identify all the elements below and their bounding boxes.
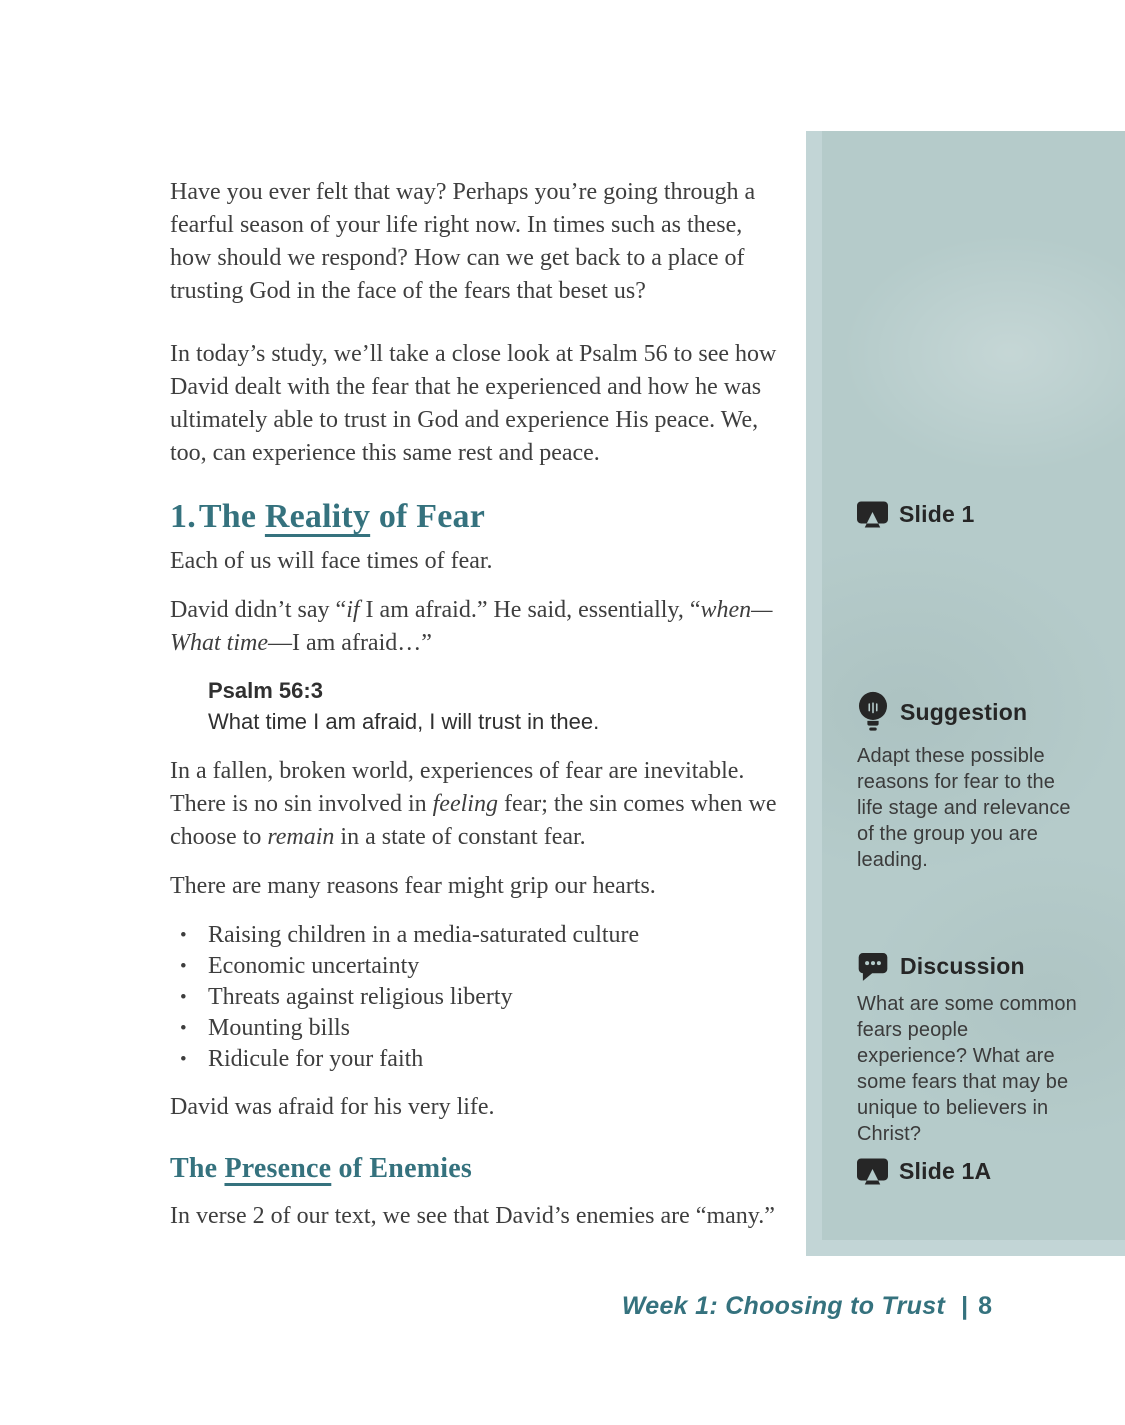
paragraph-david-afraid: David was afraid for his very life. bbox=[170, 1094, 495, 1120]
section-title-underlined: Reality bbox=[264, 498, 371, 535]
bullet-list bbox=[170, 920, 786, 1075]
section-number: 1. bbox=[170, 498, 196, 535]
bullet-item: • Threats against religious liberty bbox=[170, 982, 786, 1013]
subheading-post: of Enemies bbox=[331, 1153, 472, 1184]
slide-callout-header bbox=[857, 501, 1079, 528]
discussion-label: Discussion bbox=[900, 953, 1025, 979]
section-heading-reality-of-fear bbox=[170, 497, 786, 537]
paragraph-fallen-world: In a fallen, broken world, experiences of fear are inevitable. There is no sin involved in feeling fear; the sin comes when we choose to remain in a state of constant fear. bbox=[170, 758, 777, 850]
section-title-post: of Fear bbox=[370, 498, 486, 535]
scripture-reference: Psalm 56:3 bbox=[208, 678, 323, 703]
page-number: 8 bbox=[978, 1292, 992, 1320]
slide-label: Slide 1A bbox=[899, 1158, 992, 1184]
suggestion-text: Adapt these possible reasons for fear to the life stage and relevance of the group you are leading. bbox=[857, 745, 1071, 871]
suggestion-callout bbox=[857, 691, 1079, 873]
page-footer bbox=[622, 1292, 992, 1321]
slide-label: Slide 1 bbox=[899, 501, 975, 527]
lightbulb-icon bbox=[857, 691, 889, 734]
section-title-pre: The bbox=[198, 498, 265, 535]
discussion-header bbox=[857, 951, 1079, 982]
bullet-item: • Ridicule for your faith bbox=[170, 1044, 786, 1075]
paragraph-david-quote: David didn’t say “if I am afraid.” He said, essentially, “when—What time—I am afraid…” bbox=[170, 597, 773, 656]
paragraph-each-of-us: Each of us will face times of fear. bbox=[170, 548, 493, 574]
bullet-item: • Economic uncertainty bbox=[170, 951, 786, 982]
scripture-block bbox=[208, 676, 786, 738]
speech-bubble-icon bbox=[857, 951, 889, 982]
bullet-item: • Mounting bills bbox=[170, 1013, 786, 1044]
subheading-pre: The bbox=[170, 1153, 225, 1184]
leader-notes-sidebar bbox=[806, 131, 1125, 1256]
footer-divider: | bbox=[961, 1292, 969, 1320]
footer-week-title: Week 1: Choosing to Trust bbox=[621, 1292, 946, 1320]
slide-callout-1 bbox=[857, 501, 1079, 528]
bullet-item: • Raising children in a media-saturated culture bbox=[170, 920, 786, 951]
intro-paragraph-2: In today’s study, we’ll take a close look at Psalm 56 to see how David dealt with the fear that he experienced and how he was ultimately able to trust in God and experience His peace. We, too, can experience this same rest and peace. bbox=[170, 341, 777, 466]
paragraph-reasons-lead: There are many reasons fear might grip our hearts. bbox=[170, 873, 656, 899]
paragraph-verse-2: In verse 2 of our text, we see that David’s enemies are “many.” bbox=[170, 1203, 775, 1229]
main-text-column bbox=[170, 176, 786, 1233]
discussion-text: What are some common fears people experience? What are some fears that may be unique to believers in Christ? bbox=[857, 993, 1077, 1145]
cast-screen-icon bbox=[857, 1158, 888, 1185]
slide-callout-header bbox=[857, 1158, 1079, 1185]
cast-screen-icon bbox=[857, 501, 888, 528]
subheading-underlined: Presence bbox=[224, 1153, 332, 1184]
suggestion-header bbox=[857, 691, 1079, 734]
slide-callout-1a bbox=[857, 1158, 1079, 1185]
suggestion-label: Suggestion bbox=[900, 699, 1028, 725]
intro-paragraph-1: Have you ever felt that way? Perhaps you’re going through a fearful season of your life right now. In times such as these, how should we respond? How can we get back to a place of trusting God in the face of the fears that beset us? bbox=[170, 179, 756, 304]
discussion-callout bbox=[857, 951, 1079, 1147]
scripture-text: What time I am afraid, I will trust in thee. bbox=[208, 709, 600, 734]
subheading-presence-of-enemies bbox=[170, 1152, 786, 1186]
